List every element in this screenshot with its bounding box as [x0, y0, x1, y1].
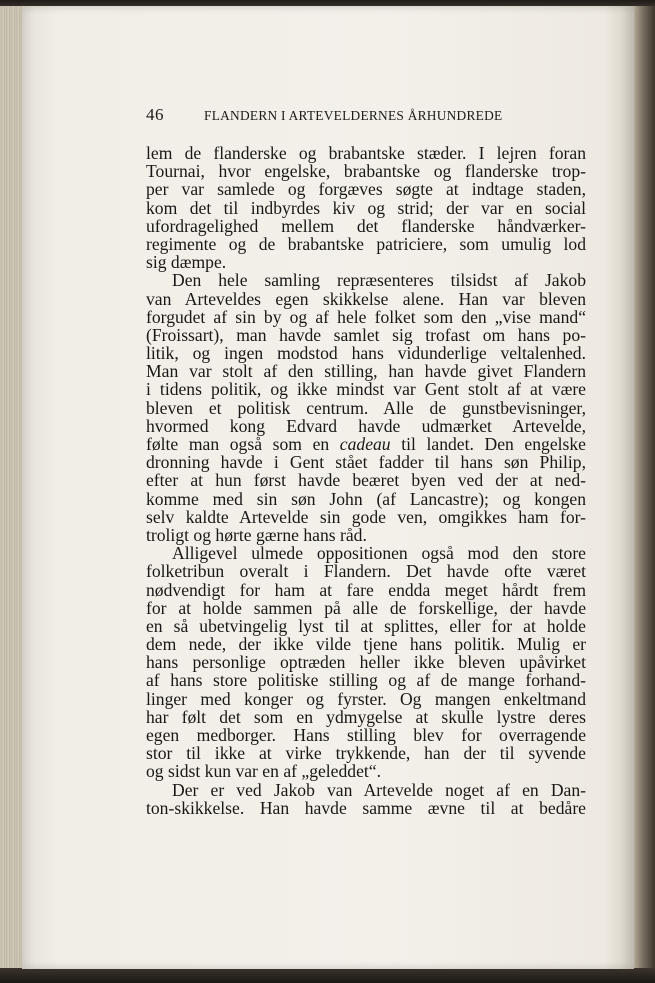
paragraph [146, 271, 586, 544]
book-cover-bottom-edge [0, 968, 655, 983]
text-line: af hans store politiske stilling og af de mange forhand- [146, 670, 586, 691]
text-line: i tidens politik, og ikke mindst var Gent stolt af at være [146, 379, 586, 400]
text-line: og sidst kun var en af „geleddet“. [146, 761, 381, 782]
text-line: van Arteveldes egen skikkelse alene. Han var bleven [146, 288, 586, 309]
page-number: 46 [146, 105, 164, 124]
text-line: efter at hun først havde beæret byen ved der at ned- [146, 470, 586, 491]
text-line: kom det til indbyrdes kiv og strid; der var en social [146, 197, 586, 218]
text-line: forgudet af sin by og af hele folket som den „vise mand“ [146, 306, 586, 327]
text-line: Alligevel ulmede oppositionen også mod den store [172, 543, 586, 564]
text-line: stor til ikke at virke trykkende, han der til syvende [146, 743, 586, 764]
running-head-title: FLANDERN I ARTEVELDERNES ÅRHUNDREDE [204, 108, 503, 123]
paragraph [146, 781, 586, 817]
text-line: sig dæmpe. [146, 252, 227, 273]
text-line: nødvendigt for ham at fare endda meget hårdt frem [146, 579, 586, 600]
book-spine-shadow [633, 6, 655, 972]
text-line: Den hele samling repræsenteres tilsidst af Jakob [172, 270, 586, 291]
text-line: for at holde sammen på alle de forskellige, der havde [146, 597, 586, 618]
text-line: komme med sin søn John (af Lancastre); og kongen [146, 488, 586, 509]
text-line: hvormed kong Edvard havde udmærket Artevelde, [146, 415, 586, 436]
body-text [146, 144, 586, 817]
italic-word: cadeau [339, 434, 391, 454]
paragraph [146, 544, 586, 780]
text-line: dem nede, der ikke vilde tjene hans politik. Mulig er [146, 634, 586, 655]
text-line: (Froissart), man havde samlet sig trofast om hans po- [146, 324, 586, 345]
text-line: en så ubetvingelig lyst til at splittes, eller for at holde [146, 615, 586, 636]
text-line: følte man også som en cadeau til landet. Den engelske [146, 434, 586, 454]
paragraph [146, 144, 586, 271]
text-line: egen medborger. Hans stilling blev for overragende [146, 725, 586, 745]
text-line: ufordragelighed mellem det flanderske håndværker- [146, 215, 586, 236]
text-line: folketribun overalt i Flandern. Det havde ofte været [146, 561, 586, 582]
text-line: har følt det som en ydmygelse at skulle lystre deres [146, 706, 586, 727]
text-line: selv kaldte Artevelde sin gode ven, omgikkes ham for- [146, 506, 586, 527]
text-line: Der er ved Jakob van Artevelde noget af en Dan- [172, 779, 586, 800]
text-line: regimente og de brabantske patriciere, som umulig lod [146, 233, 586, 254]
text-line: hans personlige optræden heller ikke bleven upåvirket [146, 652, 586, 673]
text-line: ton-skikkelse. Han havde samme ævne til at bedåre [146, 797, 586, 818]
text-line: troligt og hørte gærne hans råd. [146, 524, 367, 545]
text-line: lem de flanderske og brabantske stæder. I lejren foran [146, 143, 586, 163]
text-line: per var samlede og forgæves søgte at indtage staden, [146, 179, 586, 200]
text-line: Tournai, hvor engelske, brabantske og flanderske trop- [146, 161, 586, 182]
text-line: bleven et politisk centrum. Alle de gunstbevisninger, [146, 397, 586, 418]
text-line: linger med konger og fyrster. Og mangen enkeltmand [146, 688, 586, 709]
running-head [146, 102, 586, 128]
text-line: Man var stolt af den stilling, han havde givet Flandern [146, 361, 586, 382]
text-line: litik, og ingen modstod hans vidunderlige veltalenhed. [146, 343, 586, 364]
page-stack-left-edge [0, 6, 23, 972]
text-line: dronning havde i Gent stået fadder til hans søn Philip, [146, 452, 586, 473]
